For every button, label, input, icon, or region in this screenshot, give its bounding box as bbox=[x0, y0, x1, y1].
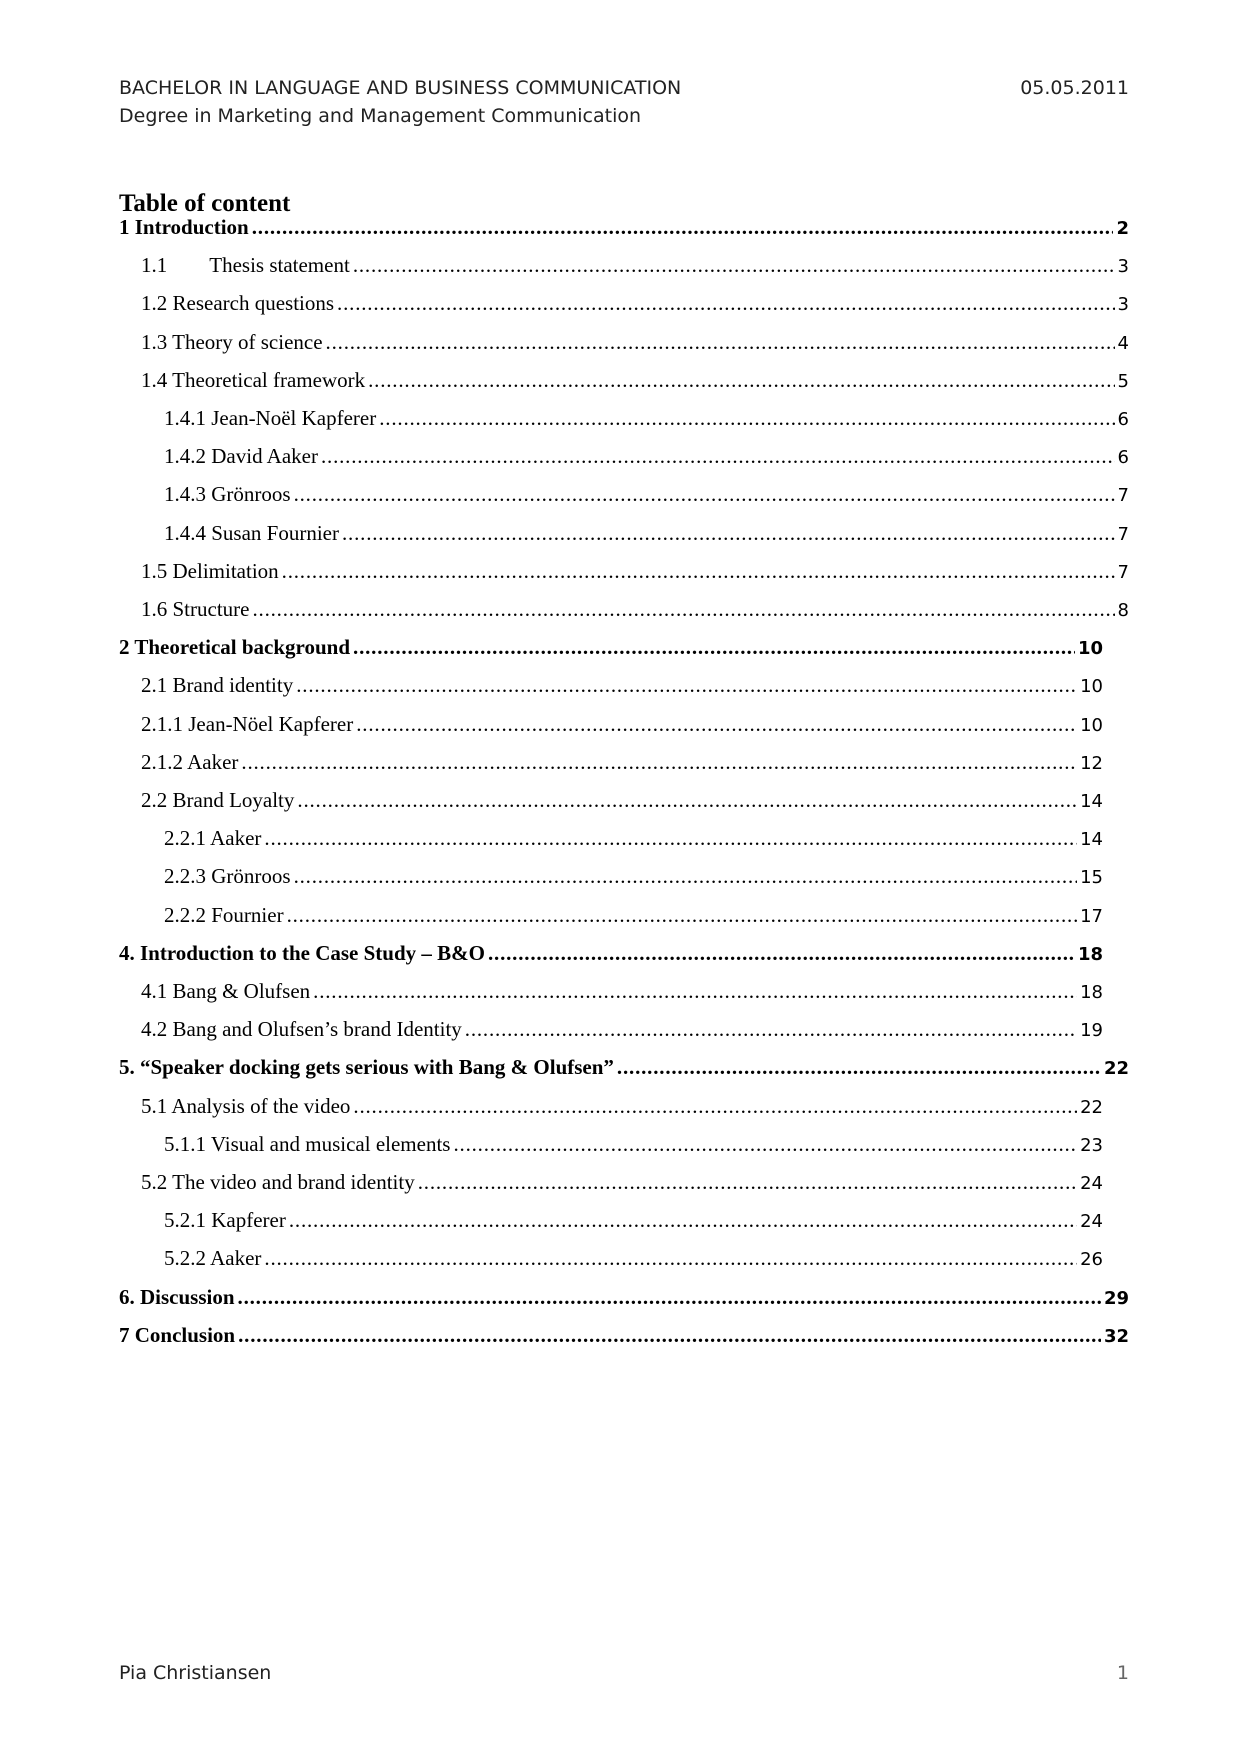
toc-entry-page: 12 bbox=[1080, 752, 1103, 774]
toc-entry[interactable] bbox=[164, 519, 1129, 549]
toc-entry-label: 2.2 Brand Loyalty bbox=[141, 788, 295, 812]
toc-entry[interactable] bbox=[164, 1206, 1103, 1236]
toc-leader bbox=[238, 1321, 1101, 1349]
toc-entry[interactable] bbox=[164, 901, 1103, 931]
toc-entry[interactable] bbox=[141, 557, 1129, 587]
toc-leader bbox=[321, 442, 1115, 470]
toc-entry-page: 24 bbox=[1080, 1173, 1103, 1194]
toc-entry[interactable] bbox=[141, 671, 1103, 701]
toc-entry-page: 3 bbox=[1117, 256, 1129, 278]
toc-entry-page: 7 bbox=[1117, 523, 1129, 545]
toc-leader bbox=[252, 213, 1114, 241]
toc-leader bbox=[296, 671, 1077, 699]
toc-entry-label: 5. “Speaker docking gets serious with Bang & Olufsen” bbox=[119, 1055, 614, 1080]
toc-entry-label: 1.2 Research questions bbox=[141, 291, 335, 316]
toc-leader bbox=[353, 251, 1115, 279]
toc-leader bbox=[313, 977, 1077, 1005]
toc-entry-label: 1.6 Structure bbox=[141, 597, 250, 621]
toc-entry-page: 4 bbox=[1117, 332, 1129, 354]
toc-entry-label: 1.4.1 Jean-Noël Kapferer bbox=[164, 406, 377, 430]
toc-entry-label: 2.2.1 Aaker bbox=[164, 826, 262, 851]
toc-entry-label: 1.1 Thesis statement bbox=[141, 253, 350, 278]
toc-entry-label: 7 Conclusion bbox=[119, 1322, 236, 1347]
toc-entry-label: 2.1.1 Jean-Nöel Kapferer bbox=[141, 711, 354, 736]
toc-entry[interactable] bbox=[141, 328, 1129, 358]
toc-entry[interactable] bbox=[141, 595, 1129, 625]
toc-leader bbox=[282, 557, 1115, 585]
toc-leader bbox=[294, 862, 1078, 890]
toc-entry[interactable] bbox=[141, 251, 1129, 281]
toc-entry-label: 1.5 Delimitation bbox=[141, 558, 279, 583]
toc-entry-page: 7 bbox=[1117, 485, 1129, 507]
author-name: Pia Christiansen bbox=[119, 1662, 272, 1684]
toc-entry[interactable] bbox=[119, 633, 1103, 663]
toc-entry-label: 5.2.1 Kapferer bbox=[164, 1208, 286, 1233]
toc-leader bbox=[353, 633, 1075, 661]
header-date: 05.05.2011 bbox=[1020, 77, 1129, 99]
toc-leader bbox=[379, 404, 1114, 432]
toc-leader bbox=[238, 1283, 1101, 1311]
toc-entry-page: 10 bbox=[1080, 714, 1103, 736]
toc-entry-label: 4.1 Bang & Olufsen bbox=[141, 979, 311, 1003]
toc-entry[interactable] bbox=[119, 1321, 1129, 1351]
toc-leader bbox=[418, 1168, 1077, 1196]
toc-leader bbox=[453, 1130, 1077, 1158]
toc-entry-page: 29 bbox=[1103, 1287, 1129, 1309]
program-title: BACHELOR IN LANGUAGE AND BUSINESS COMMUNICATION bbox=[119, 77, 682, 99]
toc-entry-page: 32 bbox=[1103, 1325, 1129, 1347]
toc-entry[interactable] bbox=[141, 366, 1129, 396]
toc-entry[interactable] bbox=[164, 824, 1103, 854]
toc-entry[interactable] bbox=[164, 404, 1129, 434]
toc-entry-page: 2 bbox=[1116, 218, 1129, 239]
toc-leader bbox=[342, 519, 1115, 547]
toc-entry-label: 2.1 Brand identity bbox=[141, 673, 294, 698]
toc-entry-label: 1 Introduction bbox=[119, 215, 249, 239]
toc-entry-page: 18 bbox=[1077, 943, 1103, 965]
toc-entry-label: 1.4.2 David Aaker bbox=[164, 444, 318, 469]
toc-entry-label: 1.4.3 Grönroos bbox=[164, 482, 291, 507]
toc-entry-page: 5 bbox=[1117, 370, 1129, 392]
toc-entry-label: 5.1 Analysis of the video bbox=[141, 1093, 351, 1118]
toc-entry-page: 14 bbox=[1080, 829, 1103, 851]
toc-entry[interactable] bbox=[164, 1244, 1103, 1274]
toc-entry[interactable] bbox=[141, 977, 1103, 1007]
toc-title: Table of content bbox=[119, 190, 291, 217]
toc-entry[interactable] bbox=[141, 1092, 1103, 1122]
toc-entry-page: 10 bbox=[1080, 676, 1103, 698]
toc-entry-label: 2.2.2 Fournier bbox=[164, 902, 284, 927]
toc-leader bbox=[326, 328, 1115, 356]
toc-leader bbox=[264, 1244, 1077, 1272]
toc-entry-page: 10 bbox=[1077, 638, 1103, 660]
degree-subtitle: Degree in Marketing and Management Communication bbox=[119, 105, 642, 127]
toc-entry-page: 14 bbox=[1080, 791, 1103, 812]
page-number: 1 bbox=[1116, 1662, 1129, 1684]
toc-entry[interactable] bbox=[141, 748, 1103, 778]
toc-entry[interactable] bbox=[141, 1168, 1103, 1198]
toc-leader bbox=[264, 824, 1077, 852]
toc-entry-page: 8 bbox=[1117, 600, 1129, 621]
toc-entry-page: 3 bbox=[1117, 294, 1129, 316]
toc-entry-page: 6 bbox=[1117, 409, 1129, 430]
toc-leader bbox=[368, 366, 1114, 394]
toc-entry-label: 1.4 Theoretical framework bbox=[141, 367, 366, 392]
toc-leader bbox=[252, 595, 1114, 623]
page-footer bbox=[119, 1662, 1129, 1684]
toc-leader bbox=[297, 786, 1077, 814]
toc-entry-page: 15 bbox=[1080, 867, 1103, 889]
toc-entry-page: 6 bbox=[1117, 447, 1129, 469]
toc-leader bbox=[488, 939, 1075, 967]
toc-entry-label: 4. Introduction to the Case Study – B&O bbox=[119, 940, 485, 965]
toc-entry[interactable] bbox=[141, 786, 1103, 816]
toc-entry-label: 5.1.1 Visual and musical elements bbox=[164, 1131, 451, 1156]
toc-entry[interactable] bbox=[164, 1130, 1103, 1160]
toc-leader bbox=[353, 1092, 1077, 1120]
toc-leader bbox=[465, 1015, 1077, 1043]
toc-leader bbox=[356, 710, 1077, 738]
toc-entry-label: 2.1.2 Aaker bbox=[141, 749, 239, 774]
toc-entry-page: 22 bbox=[1103, 1058, 1129, 1080]
toc-entry[interactable] bbox=[164, 862, 1103, 892]
toc-entry-page: 23 bbox=[1080, 1134, 1103, 1156]
toc-entry[interactable] bbox=[164, 442, 1129, 472]
toc-entry-page: 17 bbox=[1080, 905, 1103, 927]
toc-entry-page: 22 bbox=[1080, 1096, 1103, 1118]
toc-leader bbox=[287, 901, 1078, 929]
toc-entry[interactable] bbox=[141, 710, 1103, 740]
toc-entry-page: 19 bbox=[1080, 1020, 1103, 1042]
toc-entry-label: 4.2 Bang and Olufsen’s brand Identity bbox=[141, 1017, 462, 1042]
toc-entry-label: 1.3 Theory of science bbox=[141, 329, 323, 354]
toc-entry[interactable] bbox=[119, 1283, 1129, 1313]
toc-leader bbox=[241, 748, 1077, 776]
toc-entry-page: 18 bbox=[1080, 982, 1103, 1003]
toc-entry[interactable] bbox=[141, 289, 1129, 319]
toc-entry-label: 5.2 The video and brand identity bbox=[141, 1170, 415, 1194]
toc-leader bbox=[617, 1053, 1101, 1081]
toc-entry-label: 1.4.4 Susan Fournier bbox=[164, 520, 339, 545]
toc-entry-page: 7 bbox=[1117, 561, 1129, 583]
toc-entry[interactable] bbox=[141, 1015, 1103, 1045]
page-header bbox=[119, 74, 1129, 130]
toc-entry[interactable] bbox=[119, 939, 1103, 969]
toc-leader bbox=[289, 1206, 1077, 1234]
toc-entry[interactable] bbox=[119, 213, 1129, 243]
toc-entry-label: 2.2.3 Grönroos bbox=[164, 864, 291, 889]
toc-entry-label: 2 Theoretical background bbox=[119, 635, 351, 660]
toc-entry-label: 6. Discussion bbox=[119, 1284, 235, 1309]
toc-entry-page: 24 bbox=[1080, 1211, 1103, 1233]
toc-entry-page: 26 bbox=[1080, 1249, 1103, 1271]
toc-entry-label: 5.2.2 Aaker bbox=[164, 1246, 262, 1271]
toc-leader bbox=[294, 480, 1115, 508]
toc-leader bbox=[337, 289, 1115, 317]
toc-entry[interactable] bbox=[164, 480, 1129, 510]
toc-entry[interactable] bbox=[119, 1053, 1129, 1083]
